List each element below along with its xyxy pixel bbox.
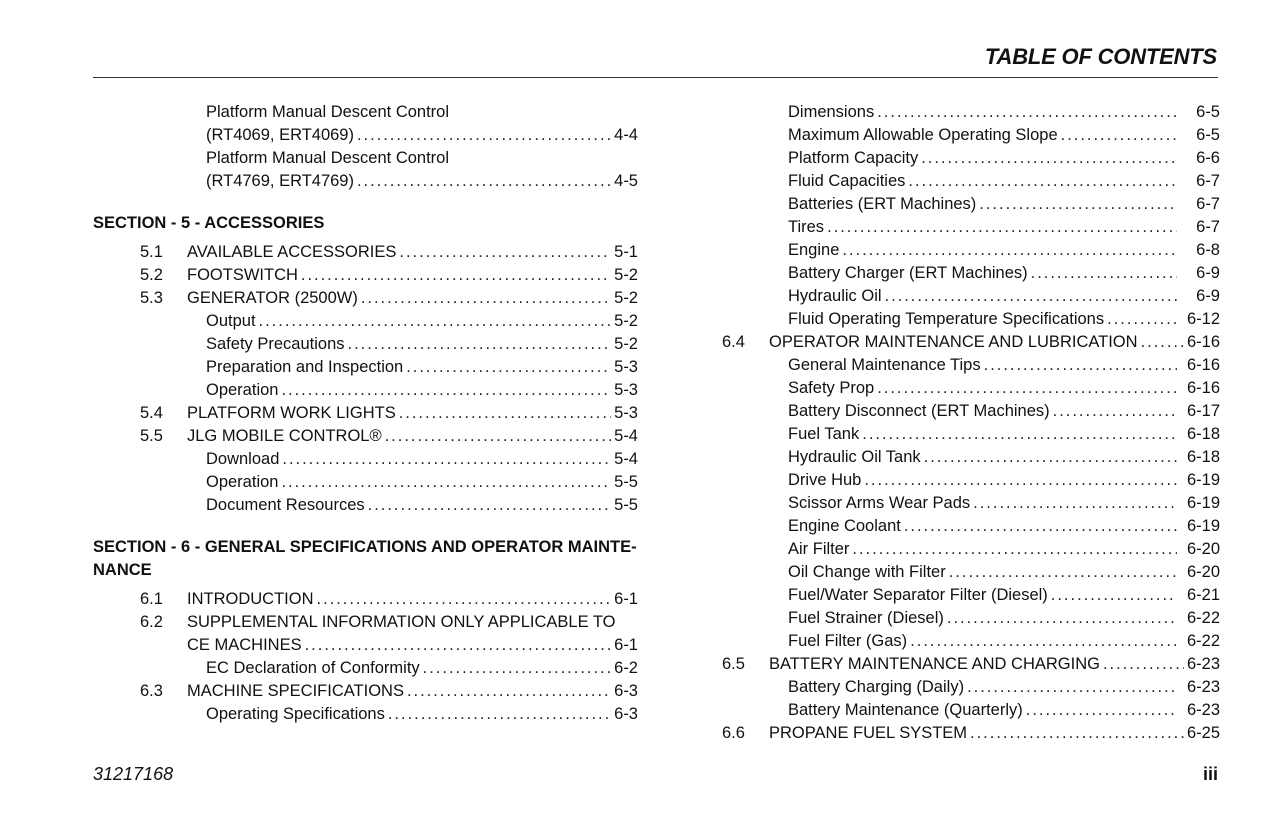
toc-page-ref[interactable]: 6-3 (614, 705, 638, 723)
toc-entry-label[interactable]: FOOTSWITCH (187, 266, 298, 284)
toc-page-ref[interactable]: 6-20 (1186, 563, 1220, 581)
toc-entry-number: 6.2 (140, 613, 163, 631)
toc-subentry (93, 471, 638, 494)
toc-entry-number: 6.6 (722, 724, 745, 742)
toc-dot-leader (1051, 584, 1177, 607)
toc-page-ref[interactable]: 6-18 (1186, 425, 1220, 443)
toc-subentry (93, 634, 638, 657)
toc-subentry (93, 101, 638, 124)
toc-entry-label[interactable]: BATTERY MAINTENANCE AND CHARGING (769, 655, 1100, 673)
toc-dot-leader (984, 354, 1177, 377)
toc-page-ref[interactable]: 6-19 (1186, 517, 1220, 535)
toc-page-ref[interactable]: 6-16 (1186, 333, 1220, 351)
toc-entry-label[interactable]: EC Declaration of Conformity (206, 659, 420, 677)
toc-entry-label[interactable]: Platform Capacity (788, 149, 919, 167)
toc-subentry (722, 446, 1220, 469)
toc-entry-label[interactable]: GENERATOR (2500W) (187, 289, 358, 307)
toc-dot-leader (1141, 331, 1184, 354)
toc-entry-label[interactable]: Platform Manual Descent Control (206, 149, 450, 167)
toc-page-ref[interactable]: 6-9 (1196, 287, 1220, 305)
toc-entry-label[interactable]: PROPANE FUEL SYSTEM (769, 724, 968, 742)
toc-subentry (93, 170, 638, 193)
toc-page-ref[interactable]: 6-17 (1186, 402, 1220, 420)
toc-dot-leader (357, 170, 611, 193)
toc-entry-label[interactable]: Fuel Strainer (Diesel) (788, 609, 944, 627)
toc-entry (722, 722, 1220, 745)
toc-dot-leader (305, 634, 612, 657)
toc-entry-label[interactable]: Engine (788, 241, 840, 259)
toc-dot-leader (1031, 262, 1177, 285)
toc-entry-number: 5.4 (140, 404, 163, 422)
toc-dot-leader (361, 287, 611, 310)
toc-subentry (722, 377, 1220, 400)
toc-dot-leader (973, 492, 1177, 515)
toc-dot-leader (399, 402, 611, 425)
toc-subentry (722, 285, 1220, 308)
toc-page-ref[interactable]: 6-7 (1196, 195, 1220, 213)
toc-subentry (722, 216, 1220, 239)
toc-page-ref[interactable]: 6-22 (1186, 632, 1220, 650)
toc-subentry (722, 423, 1220, 446)
toc-subentry (722, 239, 1220, 262)
toc-page-ref[interactable]: 5-2 (614, 289, 638, 307)
toc-dot-leader (970, 722, 1184, 745)
toc-entry (93, 611, 638, 634)
toc-dot-leader (1103, 653, 1184, 676)
toc-page-ref[interactable]: 5-2 (614, 266, 638, 284)
toc-dot-leader (827, 216, 1177, 239)
toc-entry-label[interactable]: CE MACHINES (187, 636, 302, 654)
toc-entry-label[interactable]: Scissor Arms Wear Pads (788, 494, 971, 512)
toc-entry (93, 264, 638, 287)
toc-page-ref[interactable]: 6-8 (1196, 241, 1220, 259)
toc-dot-leader (368, 494, 611, 517)
toc-page-ref[interactable]: 6-9 (1196, 264, 1220, 282)
toc-page-ref[interactable]: 5-4 (614, 450, 638, 468)
toc-subentry (93, 310, 638, 333)
toc-dot-leader (282, 448, 611, 471)
toc-page-ref[interactable]: 6-7 (1196, 218, 1220, 236)
toc-subentry (722, 538, 1220, 561)
toc-page-ref[interactable]: 6-5 (1196, 103, 1220, 121)
toc-entry-label[interactable]: Safety Prop (788, 379, 875, 397)
toc-entry-number: 6.5 (722, 655, 745, 673)
page-title: TABLE OF CONTENTS (984, 44, 1217, 69)
toc-dot-leader (281, 471, 611, 494)
toc-subentry (93, 333, 638, 356)
document-number: 31217168 (93, 764, 174, 784)
toc-entry-label[interactable]: (RT4069, ERT4069) (206, 126, 354, 144)
toc-entry-label[interactable]: SUPPLEMENTAL INFORMATION ONLY APPLICABLE TO (187, 613, 616, 631)
toc-dot-leader (423, 657, 611, 680)
toc-right-column (722, 101, 1220, 745)
toc-entry-label[interactable]: JLG MOBILE CONTROL® (187, 427, 382, 445)
toc-page-ref[interactable]: 6-22 (1186, 609, 1220, 627)
toc-subentry (722, 699, 1220, 722)
toc-page-ref[interactable]: 6-16 (1186, 356, 1220, 374)
toc-subentry (722, 262, 1220, 285)
toc-entry-number: 6.3 (140, 682, 163, 700)
toc-page-ref[interactable]: 5-1 (614, 243, 638, 261)
toc-entry-label[interactable]: Battery Charger (ERT Machines) (788, 264, 1028, 282)
toc-entry-label[interactable]: Operating Specifications (206, 705, 385, 723)
toc-dot-leader (407, 680, 611, 703)
toc-subentry (722, 676, 1220, 699)
toc-dot-leader (348, 333, 612, 356)
toc-entry (722, 653, 1220, 676)
toc-subentry (722, 101, 1220, 124)
toc-dot-leader (924, 446, 1177, 469)
toc-page-ref[interactable]: 6-16 (1186, 379, 1220, 397)
toc-entry-label[interactable]: INTRODUCTION (187, 590, 314, 608)
toc-entry-number: 6.1 (140, 590, 163, 608)
toc-section-heading: SECTION - 6 - GENERAL SPECIFICATIONS AND OPERATOR MAINTE-NANCE (93, 538, 637, 579)
toc-entry (93, 680, 638, 703)
toc-entry-label[interactable]: OPERATOR MAINTENANCE AND LUBRICATION (769, 333, 1138, 351)
toc-subentry (722, 354, 1220, 377)
toc-subentry (93, 448, 638, 471)
toc-entry-label[interactable]: Fuel Tank (788, 425, 860, 443)
toc-page-ref[interactable]: 4-5 (614, 172, 638, 190)
toc-entry (93, 287, 638, 310)
toc-page-ref[interactable]: 4-4 (614, 126, 638, 144)
toc-dot-leader (852, 538, 1177, 561)
toc-dot-leader (259, 310, 612, 333)
toc-page-ref[interactable]: 6-2 (614, 659, 638, 677)
toc-entry-label[interactable]: Operation (206, 473, 279, 491)
toc-dot-leader (947, 607, 1177, 630)
toc-entry-label[interactable]: Battery Charging (Daily) (788, 678, 965, 696)
toc-dot-leader (949, 561, 1177, 584)
toc-subentry (722, 400, 1220, 423)
toc-dot-leader (877, 377, 1177, 400)
toc-dot-leader (862, 423, 1177, 446)
toc-page-ref[interactable]: 6-3 (614, 682, 638, 700)
toc-page-ref[interactable]: 6-5 (1196, 126, 1220, 144)
toc-dot-leader (921, 147, 1177, 170)
toc-entry-label[interactable]: Oil Change with Filter (788, 563, 946, 581)
toc-entry (93, 402, 638, 425)
toc-page-ref[interactable]: 6-21 (1186, 586, 1220, 604)
toc-entry-label[interactable]: Engine Coolant (788, 517, 901, 535)
toc-dot-leader (1061, 124, 1177, 147)
toc-page-ref[interactable]: 6-7 (1196, 172, 1220, 190)
toc-entry-label[interactable]: Preparation and Inspection (206, 358, 404, 376)
toc-entry-label[interactable]: Output (206, 312, 256, 330)
toc-entry-label[interactable]: PLATFORM WORK LIGHTS (187, 404, 396, 422)
toc-page-ref[interactable]: 6-12 (1186, 310, 1220, 328)
toc-page-ref[interactable]: 5-5 (614, 473, 638, 491)
toc-entry-number: 5.1 (140, 243, 163, 261)
toc-entry-label[interactable]: AVAILABLE ACCESSORIES (187, 243, 397, 261)
toc-entry-number: 5.3 (140, 289, 163, 307)
toc-page-ref[interactable]: 6-25 (1186, 724, 1220, 742)
toc-entry-label[interactable]: Drive Hub (788, 471, 862, 489)
toc-entry-label[interactable]: Battery Maintenance (Quarterly) (788, 701, 1023, 719)
toc-dot-leader (967, 676, 1177, 699)
toc-dot-leader (904, 515, 1177, 538)
toc-entry (93, 425, 638, 448)
toc-page-ref[interactable]: 6-20 (1186, 540, 1220, 558)
toc-subentry (722, 607, 1220, 630)
toc-dot-leader (406, 356, 611, 379)
toc-entry-label[interactable]: Platform Manual Descent Control (206, 103, 450, 121)
toc-page-ref[interactable]: 6-19 (1186, 471, 1220, 489)
toc-subentry (722, 492, 1220, 515)
toc-page-ref[interactable]: 6-18 (1186, 448, 1220, 466)
toc-subentry (722, 561, 1220, 584)
toc-dot-leader (1026, 699, 1177, 722)
toc-subentry (722, 308, 1220, 331)
toc-section-heading: SECTION - 5 - ACCESSORIES (93, 214, 325, 232)
toc-entry-number: 6.4 (722, 333, 745, 351)
toc-entry-label[interactable]: Air Filter (788, 540, 850, 558)
toc-subentry (93, 657, 638, 680)
toc-subentry (722, 630, 1220, 653)
toc-page-ref[interactable]: 5-2 (614, 335, 638, 353)
toc-entry-label[interactable]: Batteries (ERT Machines) (788, 195, 977, 213)
toc-subentry (722, 193, 1220, 216)
toc-page-ref[interactable]: 6-1 (614, 590, 638, 608)
toc-page-ref[interactable]: 5-3 (614, 381, 638, 399)
toc-subentry (93, 703, 638, 726)
toc-page-ref[interactable]: 6-23 (1186, 678, 1220, 696)
toc-dot-leader (388, 703, 611, 726)
toc-page-ref[interactable]: 5-5 (614, 496, 638, 514)
toc-subentry (722, 147, 1220, 170)
toc-entry-label[interactable]: Maximum Allowable Operating Slope (788, 126, 1058, 144)
toc-subentry (93, 147, 638, 170)
toc-subentry (722, 124, 1220, 147)
toc-entry (93, 241, 638, 264)
toc-subentry (722, 584, 1220, 607)
toc-entry-label[interactable]: MACHINE SPECIFICATIONS (187, 682, 404, 700)
toc-entry-label[interactable]: Fuel Filter (Gas) (788, 632, 908, 650)
toc-subentry (93, 124, 638, 147)
toc-entry-label[interactable]: General Maintenance Tips (788, 356, 981, 374)
toc-entry (722, 331, 1220, 354)
toc-dot-leader (885, 285, 1177, 308)
toc-dot-leader (301, 264, 611, 287)
toc-dot-leader (877, 101, 1177, 124)
toc-entry-label[interactable]: Fuel/Water Separator Filter (Diesel) (788, 586, 1048, 604)
toc-subentry (722, 515, 1220, 538)
toc-entry-label[interactable]: (RT4769, ERT4769) (206, 172, 354, 190)
toc-dot-leader (317, 588, 612, 611)
toc-page-ref[interactable]: 6-6 (1196, 149, 1220, 167)
toc-subentry (93, 494, 638, 517)
toc-dot-leader (979, 193, 1177, 216)
toc-entry-label[interactable]: Battery Disconnect (ERT Machines) (788, 402, 1050, 420)
toc-page-ref[interactable]: 6-1 (614, 636, 638, 654)
toc-page-ref[interactable]: 6-19 (1186, 494, 1220, 512)
toc-dot-leader (357, 124, 611, 147)
toc-entry-label[interactable]: Tires (788, 218, 825, 236)
toc-subentry (93, 356, 638, 379)
toc-entry-number: 5.5 (140, 427, 163, 445)
header-divider (93, 77, 1218, 78)
toc-dot-leader (910, 630, 1177, 653)
page-number: iii (1202, 764, 1218, 784)
toc-page-ref[interactable]: 5-3 (614, 404, 638, 422)
toc-page-ref[interactable]: 5-2 (614, 312, 638, 330)
toc-dot-leader (908, 170, 1177, 193)
toc-dot-leader (1107, 308, 1177, 331)
toc-page-ref[interactable]: 6-23 (1186, 655, 1220, 673)
toc-entry (93, 588, 638, 611)
toc-dot-leader (385, 425, 612, 448)
toc-subentry (93, 379, 638, 402)
toc-entry-label[interactable]: Download (206, 450, 280, 468)
toc-entry-number: 5.2 (140, 266, 163, 284)
toc-entry-label[interactable]: Safety Precautions (206, 335, 345, 353)
toc-dot-leader (842, 239, 1177, 262)
toc-entry-label[interactable]: Document Resources (206, 496, 365, 514)
toc-dot-leader (281, 379, 611, 402)
toc-page-ref[interactable]: 5-3 (614, 358, 638, 376)
toc-entry-label[interactable]: Operation (206, 381, 279, 399)
toc-entry-label[interactable]: Fluid Operating Temperature Specifications (788, 310, 1105, 328)
toc-entry-label[interactable]: Dimensions (788, 103, 875, 121)
toc-subentry (722, 469, 1220, 492)
toc-dot-leader (399, 241, 611, 264)
toc-dot-leader (1053, 400, 1177, 423)
toc-entry-label[interactable]: Fluid Capacities (788, 172, 906, 190)
toc-page-ref[interactable]: 5-4 (614, 427, 638, 445)
toc-entry-label[interactable]: Hydraulic Oil Tank (788, 448, 921, 466)
toc-left-column (93, 101, 638, 726)
toc-dot-leader (864, 469, 1177, 492)
toc-subentry (722, 170, 1220, 193)
toc-page-ref[interactable]: 6-23 (1186, 701, 1220, 719)
toc-entry-label[interactable]: Hydraulic Oil (788, 287, 882, 305)
